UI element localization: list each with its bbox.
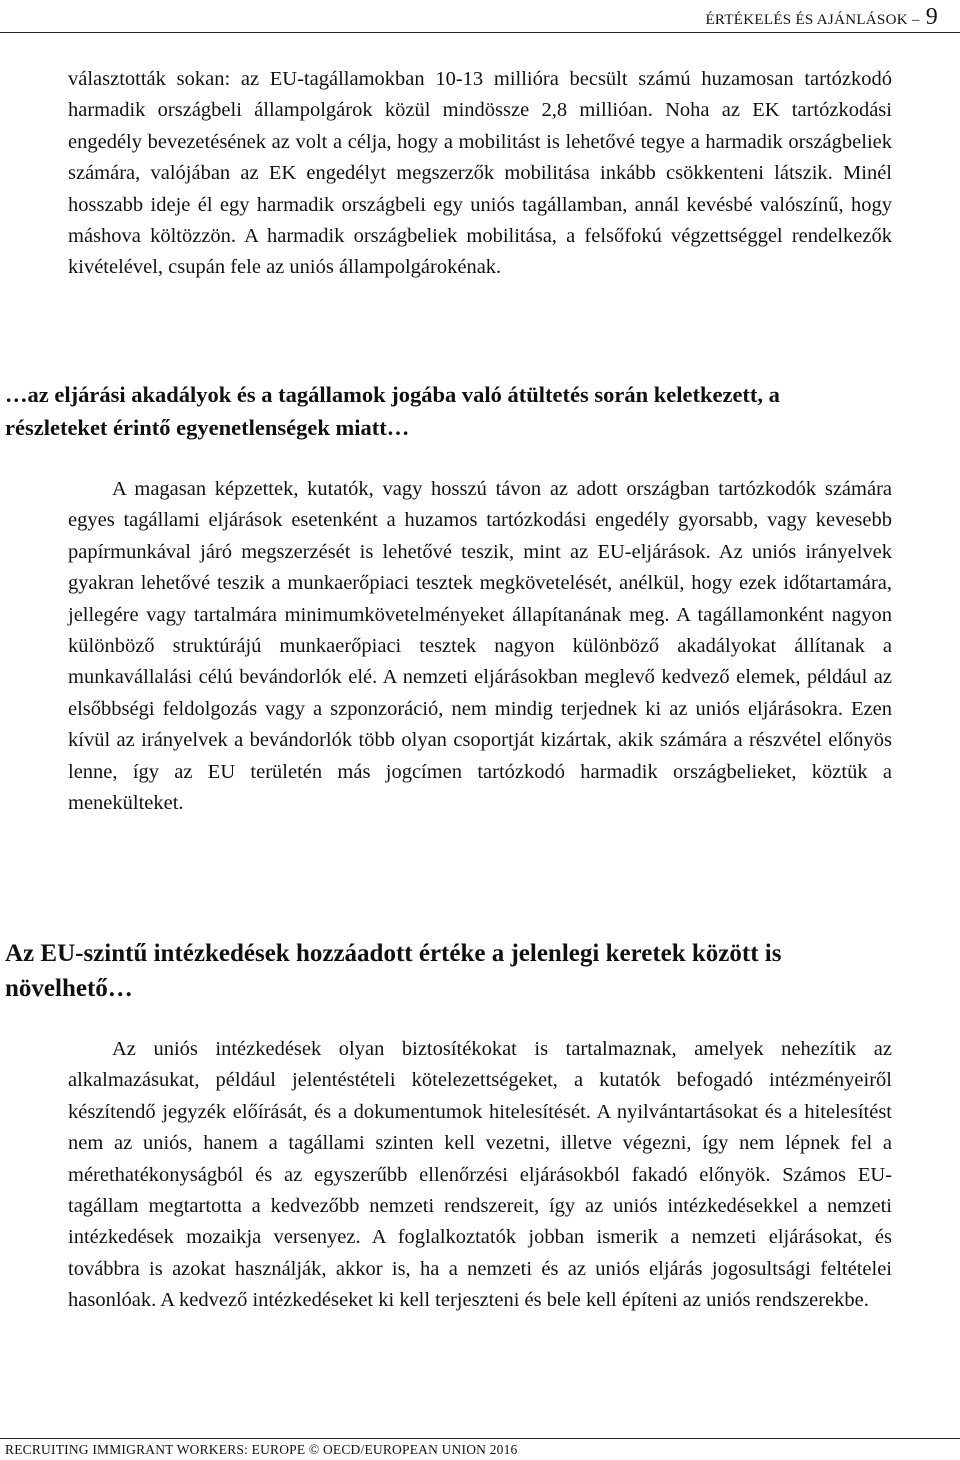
header-divider bbox=[0, 32, 960, 33]
page-footer: RECRUITING IMMIGRANT WORKERS: EUROPE © OECD/EUROPEAN UNION 2016 bbox=[5, 1442, 518, 1457]
paragraph-mobility: választották sokan: az EU-tagállamokban 10-13 millióra becsült számú huzamosan tartózkodó harmadik országbeli állampolgárok közül mindössze 2,8 millióan. Noha az EK tartózkodási engedély bevezetésének az volt a célja, hogy a mobilitást is lehetővé tegye a harmadik országbeliek számára, valójában az EK engedélyt megszerzők mobilitása inkább csökkenteni látszik. Minél hosszabb ideje él egy harmadik országbeli egy uniós tagállamban, annál kevésbé valószínű, hogy máshova költözzön. A harmadik országbeliek mobilitása, a felsőfokú végzettséggel rendelkezők kivételével, csupán fele az uniós állampolgárokénak. bbox=[68, 68, 892, 279]
paragraph-national-procedures: A magasan képzettek, kutatók, vagy hosszú távon az adott országban tartózkodók számára egyes tagállami eljárások esetenként a huzamos tartózkodási engedély gyorsabb, vagy kevesebb papírmunkával járó megszerzését is lehetővé teszik, mint az EU-eljárások. Az uniós irányelvek gyakran lehetővé teszik a munkaerőpiaci tesztek megkövetelését, anélkül, hogy ezek időtartamára, jellegére vagy tartalmára minimumkövetelményeket állapítanának meg. A tagállamonként nagyon különböző struktúrájú munkaerőpiaci tesztek nagyon különböző akadályokat állítanak a munkavállalási célú bevándorlók elé. A nemzeti eljárásokban meglevő kedvező elemek, például az elsőbbségi feldolgozás vagy a szponzoráció, nem mindig terjednek ki az uniós eljárásokra. Ezen kívül az irányelvek a bevándorlók több olyan csoportját kizártak, akik számára a részvétel előnyös lenne, így az EU területén más jogcímen tartózkodó harmadik országbelieket, köztük a menekülteket. bbox=[68, 478, 892, 815]
running-title: ÉRTÉKELÉS ÉS AJÁNLÁSOK – bbox=[705, 12, 920, 28]
page-number: 9 bbox=[925, 4, 938, 30]
section-heading-added-value: Az EU-szintű intézkedések hozzáadott értéke a jelenlegi keretek között is növelhető… bbox=[5, 940, 782, 1002]
paragraph-safeguards: Az uniós intézkedések olyan biztosítékokat is tartalmaznak, amelyek nehezítik az alkalmazásukat, például jelentéstételi kötelezettségeket, a kutatók befogadó intézményeiről készítendő jegyzék előírását, és a dokumentumok hitelesítését. A nyilvántartásokat és a hitelesítést nem az uniós, hanem a tagállami szinten kell vezetni, illetve végezni, így nem lépnek fel a mérethatékonyságból és az egyszerűbb ellenőrzési eljárásokból fakadó előnyök. Számos EU-tagállam megtartotta a kedvezőbb nemzeti rendszereit, így az uniós intézkedésekkel a nemzeti intézkedések mozaikja versenyez. A foglalkoztatók jobban ismerik a nemzeti eljárásokat, és továbbra is azokat használják, akkor is, ha a nemzeti és az uniós eljárás jogosultsági feltételei hasonlóak. A kedvező intézkedéseket ki kell terjeszteni és bele kell építeni az uniós rendszerekbe. bbox=[68, 1038, 892, 1312]
footer-divider bbox=[0, 1438, 960, 1439]
section-heading-procedural-obstacles: …az eljárási akadályok és a tagállamok jogába való átültetés során keletkezett, a részleteket érintő egyenetlenségek miatt… bbox=[5, 382, 780, 440]
running-header bbox=[705, 4, 938, 31]
